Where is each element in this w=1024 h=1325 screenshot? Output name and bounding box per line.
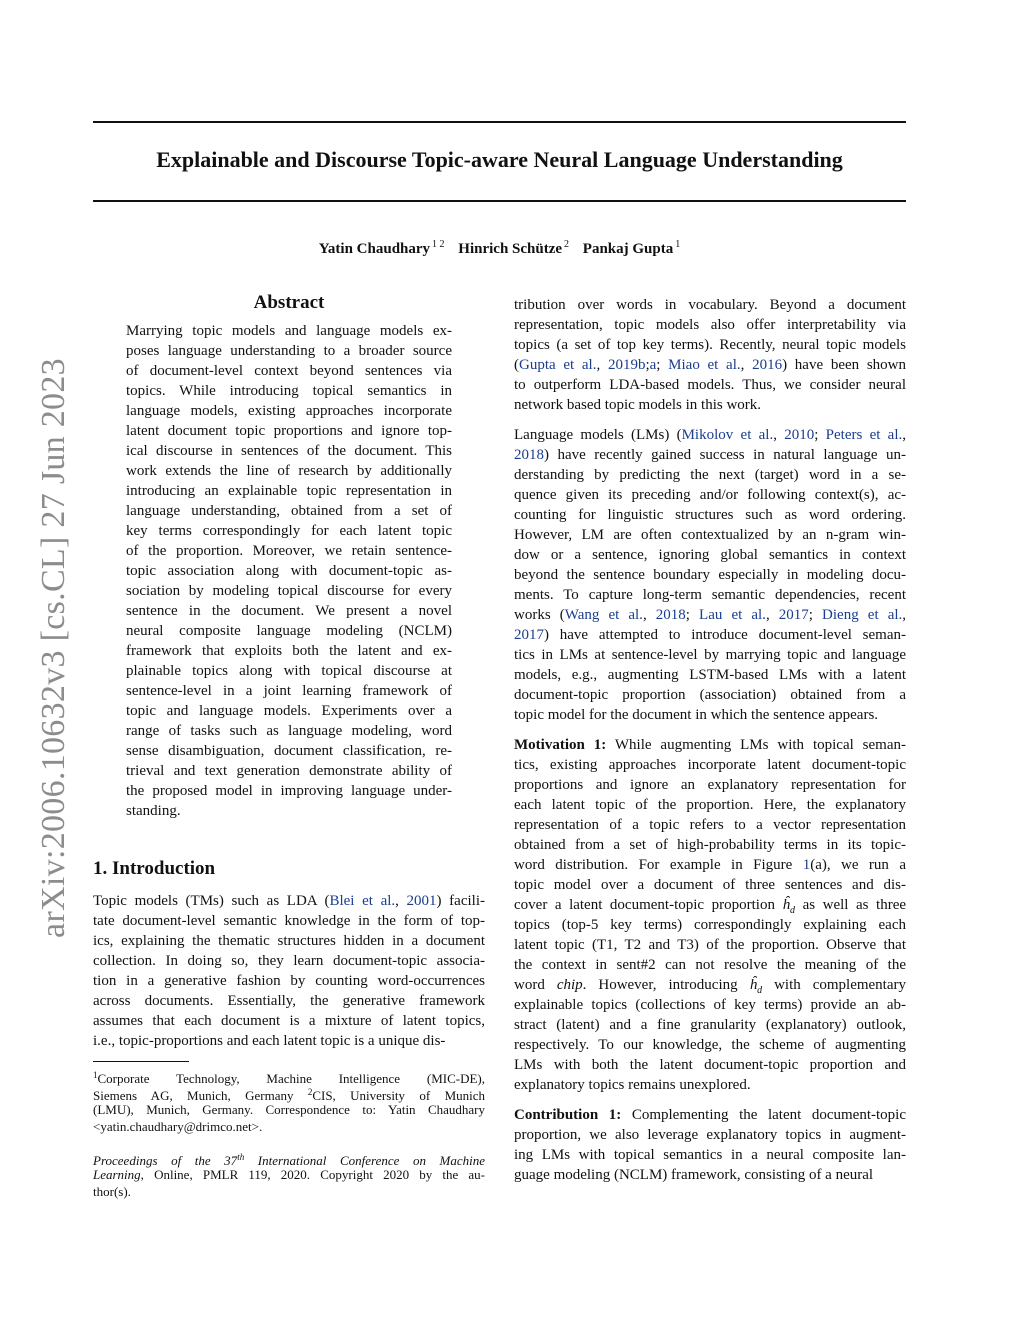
text-line: tion in a generative fashion by counting word-occurrences bbox=[93, 973, 485, 989]
text-line: cover a latent document-topic proportion $ĥ_d$ as well as three bbox=[514, 897, 907, 916]
footnote bbox=[93, 1067, 485, 1135]
text-line: derstanding by predicting the next (target) word in a se- bbox=[514, 467, 906, 483]
text-line: quence given its preceding and/or following context(s), ac- bbox=[514, 487, 906, 503]
text-line: thor(s). bbox=[93, 1184, 131, 1199]
text-line: guage modeling (NCLM) framework, consisting of a neural bbox=[514, 1167, 874, 1183]
text-line: sociation by modeling topical discourse for every bbox=[126, 583, 452, 599]
text-line: ical discourse in sentences of the document. This bbox=[126, 443, 452, 459]
text-line: (LMU), Munich, Germany. Correspondence to: Yatin Chaudhary bbox=[93, 1102, 485, 1117]
text-line: LMs with both the latent document-topic proportion and bbox=[514, 1057, 906, 1073]
author-list bbox=[93, 233, 906, 261]
abstract-heading: Abstract bbox=[253, 292, 325, 313]
text-line: obtained from a set of high-probability terms in its topic- bbox=[514, 837, 906, 853]
text-line: ics, explaining the thematic structures hidden in a document bbox=[93, 933, 485, 949]
text-line: assumes that each document is a mixture of latent topics, bbox=[93, 1013, 485, 1029]
text-line: stract (latent) and a fine granularity (explanatory) outlook, bbox=[514, 1017, 906, 1033]
author: Yatin Chaudhary $^{1 2}$ bbox=[318, 239, 445, 257]
abstract-body bbox=[126, 321, 452, 821]
text-line: topic and language models. Experiments over a bbox=[126, 703, 452, 719]
introduction-body bbox=[93, 891, 485, 1051]
text-line: Contribution 1: Complementing the latent document-topic bbox=[514, 1107, 906, 1123]
text-line: of document-level context beyond sentences via bbox=[126, 363, 452, 379]
text-line: However, LM are often contextualized by an n-gram win- bbox=[514, 527, 906, 543]
text-line: word chip. However, introducing $ĥ_d$ with complementary bbox=[514, 977, 907, 996]
text-line: each latent topic of the proportion. Here, the explanatory bbox=[514, 797, 906, 813]
proceedings-note bbox=[93, 1149, 485, 1200]
text-line: Learning, Online, PMLR 119, 2020. Copyright 2020 by the au- bbox=[93, 1167, 485, 1182]
text-line: beyond the sentence boundary especially in modeling docu- bbox=[514, 567, 906, 583]
text-line: dow or a sentence, ignoring global semantics in context bbox=[514, 547, 906, 563]
text-line: sentence-level in a joint learning framework of bbox=[126, 683, 452, 699]
text-line: representation of a topic refers to a vector representation bbox=[514, 817, 906, 833]
text-line: topic model for the document in which the sentence appears. bbox=[514, 707, 879, 723]
paragraph-gap bbox=[514, 415, 906, 425]
text-line: topics (a set of top key terms). Recently, neural topic models bbox=[514, 337, 906, 353]
text-line: <yatin.chaudhary@drimco.net>. bbox=[93, 1119, 263, 1134]
text-line: tate document-level semantic knowledge in the form of top- bbox=[93, 913, 485, 929]
author: Pankaj Gupta $^1$ bbox=[582, 239, 681, 257]
text-line: plainable topics along with topical discourse at bbox=[126, 663, 452, 679]
text-line: ments. To capture long-term semantic dependencies, recent bbox=[514, 587, 906, 603]
text-line: Motivation 1: While augmenting LMs with topical seman- bbox=[514, 737, 906, 753]
text-line: 2018) have recently gained success in natural language un- bbox=[514, 447, 906, 463]
text-line: works (Wang et al., 2018; Lau et al., 2017; Dieng et al., bbox=[514, 607, 907, 623]
arxiv-watermark: arXiv:2006.10632v3 [cs.CL] 27 Jun 2023 bbox=[35, 358, 72, 938]
text-line: Marrying topic models and language models ex- bbox=[126, 323, 452, 339]
paragraph-gap bbox=[514, 1095, 906, 1105]
text-line: explanatory topics remains unexplored. bbox=[514, 1077, 751, 1093]
text-line: network based topic models in this work. bbox=[514, 397, 762, 413]
text-line: of the proportion. Moreover, we retain sentence- bbox=[126, 543, 452, 559]
text-line: (Gupta et al., 2019b;a; Miao et al., 2016) have been shown bbox=[514, 357, 907, 373]
text-line: tics in LMs at sentence-level by marrying topic and language bbox=[514, 647, 906, 663]
text-line: trieval and text generation demonstrate ability of bbox=[126, 763, 452, 779]
text-line: language models, existing approaches incorporate bbox=[126, 403, 452, 419]
text-line: topics. While introducing topical semantics in bbox=[126, 383, 452, 399]
text-line: standing. bbox=[126, 803, 181, 819]
text-line: Proceedings of the 37th International Conference on Machine bbox=[93, 1152, 485, 1168]
text-line: Siemens AG, Munich, Germany $^2$CIS, University of Munich bbox=[93, 1087, 486, 1103]
paper-title: Explainable and Discourse Topic-aware Neural Language Understanding bbox=[156, 147, 843, 172]
text-line: to outperform LDA-based models. Thus, we consider neural bbox=[514, 377, 906, 393]
text-line: 2017) have attempted to introduce document-level seman- bbox=[514, 627, 906, 643]
text-line: across documents. Essentially, the generative framework bbox=[93, 993, 485, 1009]
text-line: introducing an explainable topic representation in bbox=[126, 483, 452, 499]
right-column-body bbox=[514, 295, 906, 1185]
text-line: proportion, we also leverage explanatory topics in augment- bbox=[514, 1127, 906, 1143]
text-line: framework that exploits both the latent and ex- bbox=[126, 643, 452, 659]
text-line: topics (top-5 key terms) correspondingly explaining each bbox=[514, 917, 906, 933]
title-bottom-rule bbox=[93, 200, 906, 202]
text-line: ing LMs with topical semantics in a neural composite lan- bbox=[514, 1147, 906, 1163]
author: Hinrich Schütze $^2$ bbox=[458, 239, 570, 257]
text-line: Language models (LMs) (Mikolov et al., 2010; Peters et al., bbox=[514, 427, 906, 443]
text-line: work extends the line of research by additionally bbox=[126, 463, 452, 479]
text-line: counting for linguistic structures such as word ordering. bbox=[514, 507, 906, 523]
text-line: tics, existing approaches incorporate latent document-topic bbox=[514, 757, 906, 773]
text-line: neural composite language modeling (NCLM) bbox=[126, 623, 452, 639]
text-line: representation, topic models also offer interpretability via bbox=[514, 317, 906, 333]
text-line: the context in sent#2 can not resolve the meaning of the bbox=[514, 957, 906, 973]
text-line: Topic models (TMs) such as LDA (Blei et al., 2001) facili- bbox=[93, 893, 485, 909]
text-line: tribution over words in vocabulary. Beyond a document bbox=[514, 297, 906, 313]
text-line: latent topic (T1, T2 and T3) of the proportion. Observe that bbox=[514, 937, 906, 953]
text-line: word distribution. For example in Figure 1(a), we run a bbox=[514, 857, 906, 873]
text-line: topic model over a document of three sentences and dis- bbox=[514, 877, 906, 893]
text-line: $^1$Corporate Technology, Machine Intelligence (MIC-DE), bbox=[93, 1070, 485, 1086]
text-line: the proposed model in improving language under- bbox=[126, 783, 452, 799]
text-line: sense disambiguation, document classification, re- bbox=[126, 743, 452, 759]
text-line: respectively. To our knowledge, the scheme of augmenting bbox=[514, 1037, 906, 1053]
text-line: poses language understanding to a broader source bbox=[126, 343, 452, 359]
footnote-rule bbox=[93, 1061, 189, 1062]
top-rule bbox=[93, 121, 906, 123]
text-line: collection. In doing so, they learn document-topic associa- bbox=[93, 953, 485, 969]
paragraph-gap bbox=[514, 725, 906, 735]
text-line: range of tasks such as language modeling, word bbox=[126, 723, 452, 739]
text-line: proportions and ignore an explanatory representation for bbox=[514, 777, 906, 793]
text-line: document-topic proportion (association) obtained from a bbox=[514, 687, 906, 703]
text-line: key terms correspondingly for each latent topic bbox=[126, 523, 452, 539]
text-line: topic association along with document-topic as- bbox=[126, 563, 452, 579]
text-line: explainable topics (collections of key terms) provide an ab- bbox=[514, 997, 906, 1013]
section-heading-introduction: 1. Introduction bbox=[93, 858, 216, 879]
text-line: i.e., topic-proportions and each latent topic is a unique dis- bbox=[93, 1033, 446, 1049]
text-line: latent document topic proportions and ignore top- bbox=[126, 423, 452, 439]
text-line: language understanding, obtained from a set of bbox=[126, 503, 452, 519]
text-line: models, e.g., augmenting LSTM-based LMs with a latent bbox=[514, 667, 906, 683]
text-line: sentence in the document. We present a novel bbox=[126, 603, 452, 619]
